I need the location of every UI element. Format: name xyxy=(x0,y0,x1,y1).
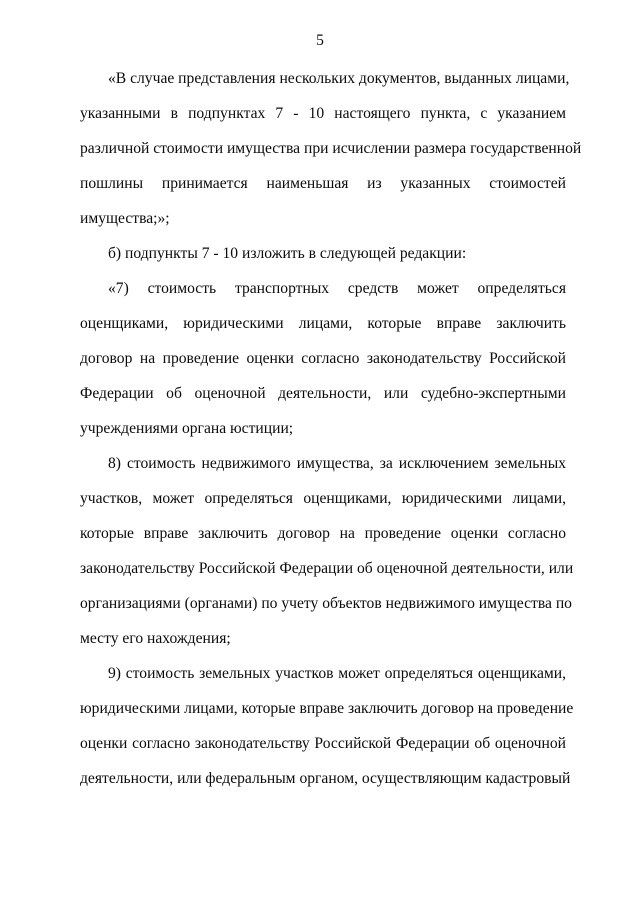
paragraph-line: которые вправе заключить договор на проведение оценки согласно xyxy=(80,525,566,542)
paragraph-line: деятельности, или федеральным органом, осуществляющим кадастровый xyxy=(80,770,571,787)
paragraph-line: 9) стоимость земельных участков может определяться оценщиками, xyxy=(108,665,566,682)
paragraph-line: б) подпункты 7 - 10 изложить в следующей редакции: xyxy=(108,245,467,262)
paragraph-line: Федерации об оценочной деятельности, или судебно-экспертными xyxy=(80,385,566,402)
paragraph-line: оценки согласно законодательству Российской Федерации об оценочной xyxy=(80,735,566,752)
paragraph-line: учреждениями органа юстиции; xyxy=(80,420,294,437)
page-number: 5 xyxy=(316,32,324,49)
paragraph-line: месту его нахождения; xyxy=(80,630,231,647)
paragraph-line: договор на проведение оценки согласно законодательству Российской xyxy=(80,350,566,367)
paragraph-line: указанными в подпунктах 7 - 10 настоящего пункта, с указанием xyxy=(80,105,566,122)
paragraph-line: законодательству Российской Федерации об оценочной деятельности, или xyxy=(80,560,574,577)
paragraph-line: юридическими лицами, которые вправе заключить договор на проведение xyxy=(80,700,574,717)
paragraph-line: «В случае представления нескольких документов, выданных лицами, xyxy=(108,70,570,87)
paragraph-line: пошлины принимается наименьшая из указанных стоимостей xyxy=(80,175,566,192)
paragraph-line: 8) стоимость недвижимого имущества, за исключением земельных xyxy=(108,455,566,472)
paragraph-line: оценщиками, юридическими лицами, которые вправе заключить xyxy=(80,315,566,332)
paragraph-line: «7) стоимость транспортных средств может определяться xyxy=(108,280,566,297)
paragraph-line: организациями (органами) по учету объектов недвижимого имущества по xyxy=(80,595,572,612)
paragraph-line: различной стоимости имущества при исчислении размера государственной xyxy=(80,140,582,157)
paragraph-line: участков, может определяться оценщиками, юридическими лицами, xyxy=(80,490,566,507)
paragraph-line: имущества;»; xyxy=(80,210,170,227)
